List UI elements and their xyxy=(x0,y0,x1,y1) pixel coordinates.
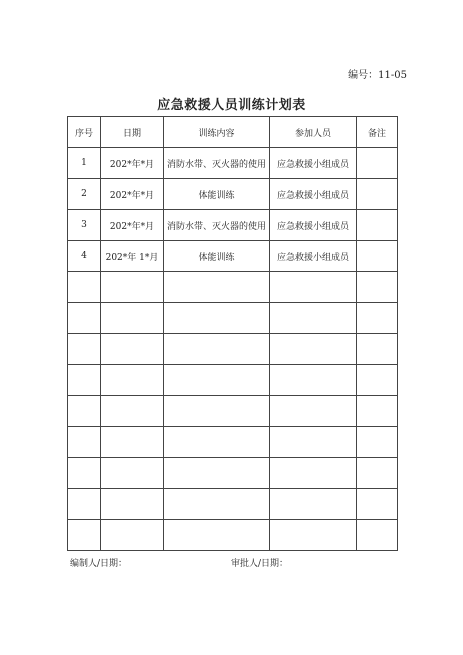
cell-participants xyxy=(270,303,357,334)
cell-remarks xyxy=(357,210,398,241)
prepared-by-label: 编制人/日期： xyxy=(70,559,128,569)
cell-date xyxy=(101,365,164,396)
cell-serial-number xyxy=(68,427,101,458)
table-header-row xyxy=(68,117,398,148)
cell-serial-number xyxy=(68,489,101,520)
cell-date xyxy=(101,458,164,489)
cell-participants xyxy=(270,396,357,427)
cell-participants: 应急救援小组成员 xyxy=(270,148,357,179)
cell-serial-number xyxy=(68,334,101,365)
header-training-content: 训练内容 xyxy=(164,117,270,148)
cell-date xyxy=(101,334,164,365)
cell-training-content xyxy=(164,303,270,334)
cell-training-content xyxy=(164,272,270,303)
cell-participants: 应急救援小组成员 xyxy=(270,210,357,241)
cell-training-content: 消防水带、灭火器的使用 xyxy=(164,210,270,241)
cell-date xyxy=(101,520,164,551)
cell-serial-number: 1 xyxy=(68,148,101,179)
cell-training-content xyxy=(164,520,270,551)
cell-date xyxy=(101,303,164,334)
cell-date: 202*年 1*月 xyxy=(101,241,164,272)
cell-serial-number xyxy=(68,303,101,334)
table-row xyxy=(68,396,398,427)
cell-remarks xyxy=(357,179,398,210)
cell-participants: 应急救援小组成员 xyxy=(270,241,357,272)
cell-date xyxy=(101,427,164,458)
table-row xyxy=(68,241,398,272)
cell-training-content xyxy=(164,334,270,365)
cell-serial-number xyxy=(68,396,101,427)
cell-training-content xyxy=(164,489,270,520)
cell-date: 202*年*月 xyxy=(101,148,164,179)
cell-remarks xyxy=(357,241,398,272)
cell-participants xyxy=(270,458,357,489)
header-participants: 参加人员 xyxy=(270,117,357,148)
cell-remarks xyxy=(357,427,398,458)
table-row xyxy=(68,210,398,241)
document-title: 应急救援人员训练计划表 xyxy=(157,98,306,113)
cell-remarks xyxy=(357,148,398,179)
cell-participants xyxy=(270,365,357,396)
cell-training-content xyxy=(164,458,270,489)
table-row xyxy=(68,427,398,458)
cell-remarks xyxy=(357,396,398,427)
cell-serial-number xyxy=(68,520,101,551)
cell-training-content xyxy=(164,365,270,396)
header-remarks: 备注 xyxy=(357,117,398,148)
cell-date xyxy=(101,489,164,520)
cell-serial-number xyxy=(68,458,101,489)
cell-training-content: 体能训练 xyxy=(164,179,270,210)
cell-serial-number xyxy=(68,365,101,396)
document-number: 编号：11-05 xyxy=(348,70,407,81)
cell-participants xyxy=(270,489,357,520)
table-row xyxy=(68,489,398,520)
table-row xyxy=(68,148,398,179)
header-serial-number: 序号 xyxy=(68,117,101,148)
cell-training-content: 体能训练 xyxy=(164,241,270,272)
cell-serial-number xyxy=(68,272,101,303)
cell-participants xyxy=(270,334,357,365)
table-row xyxy=(68,334,398,365)
cell-training-content xyxy=(164,396,270,427)
cell-participants xyxy=(270,520,357,551)
cell-remarks xyxy=(357,272,398,303)
cell-participants xyxy=(270,427,357,458)
training-plan-table xyxy=(67,116,398,551)
table-row xyxy=(68,520,398,551)
approved-by-label: 审批人/日期： xyxy=(231,559,289,569)
table-row xyxy=(68,458,398,489)
cell-remarks xyxy=(357,303,398,334)
table-row xyxy=(68,365,398,396)
table-row xyxy=(68,303,398,334)
table-row xyxy=(68,179,398,210)
cell-date xyxy=(101,396,164,427)
cell-training-content xyxy=(164,427,270,458)
cell-serial-number: 4 xyxy=(68,241,101,272)
cell-remarks xyxy=(357,520,398,551)
cell-serial-number: 2 xyxy=(68,179,101,210)
cell-participants xyxy=(270,272,357,303)
cell-remarks xyxy=(357,489,398,520)
cell-serial-number: 3 xyxy=(68,210,101,241)
table-body xyxy=(68,148,398,551)
header-date: 日期 xyxy=(101,117,164,148)
cell-remarks xyxy=(357,365,398,396)
cell-remarks xyxy=(357,334,398,365)
cell-training-content: 消防水带、灭火器的使用 xyxy=(164,148,270,179)
cell-date: 202*年*月 xyxy=(101,210,164,241)
cell-date: 202*年*月 xyxy=(101,179,164,210)
cell-date xyxy=(101,272,164,303)
table-row xyxy=(68,272,398,303)
cell-remarks xyxy=(357,458,398,489)
cell-participants: 应急救援小组成员 xyxy=(270,179,357,210)
